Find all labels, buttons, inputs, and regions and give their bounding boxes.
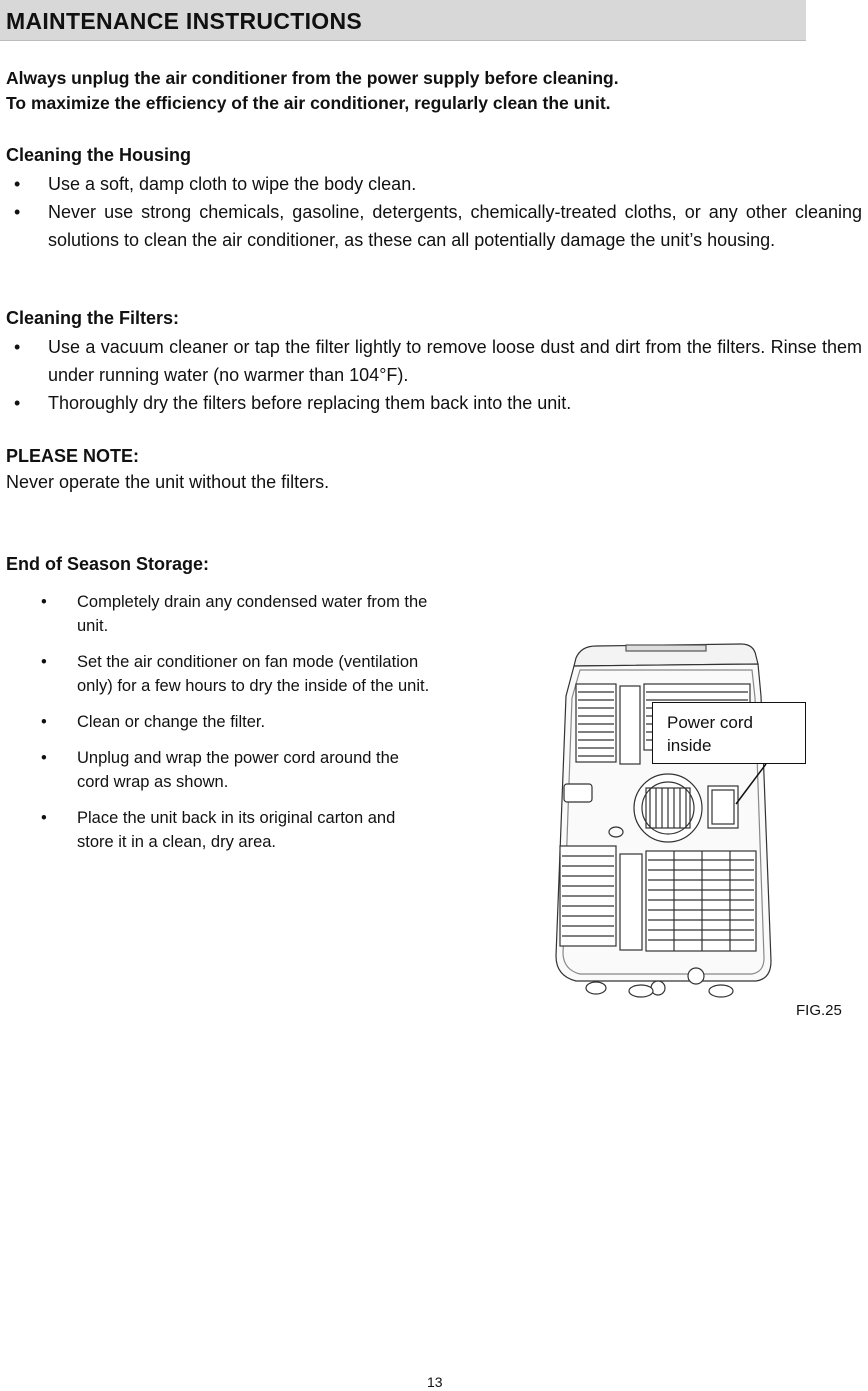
bullet-icon: •	[41, 809, 47, 827]
bullet-icon: •	[14, 337, 21, 357]
filters-list	[0, 333, 862, 417]
intro-line-1: Always unplug the air conditioner from the power supply before cleaning.	[6, 68, 619, 88]
bullet-icon: •	[41, 593, 47, 611]
list-item	[0, 333, 862, 389]
list-item	[0, 806, 430, 854]
note-title: PLEASE NOTE:	[6, 446, 140, 466]
list-item-text: Set the air conditioner on fan mode (ventilation only) for a few hours to dry the inside of the unit.	[77, 653, 430, 695]
air-conditioner-rear-illustration	[536, 636, 836, 1006]
list-item-text: Use a vacuum cleaner or tap the filter lightly to remove loose dust and dirt from the filters. Rinse them under running water (no warmer than 104°F).	[48, 337, 862, 385]
storage-section-title: End of Season Storage:	[6, 554, 210, 574]
bullet-icon: •	[41, 653, 47, 671]
list-item	[0, 170, 862, 198]
bullet-icon: •	[14, 202, 21, 222]
list-item-text: Completely drain any condensed water from the unit.	[77, 593, 428, 635]
filters-section-title: Cleaning the Filters:	[6, 308, 180, 328]
list-item	[0, 198, 862, 254]
list-item-text: Unplug and wrap the power cord around the cord wrap as shown.	[77, 749, 399, 791]
lower-right-grille	[646, 851, 756, 951]
figure-label: FIG.25	[796, 1002, 842, 1019]
list-item	[0, 389, 862, 417]
list-item-text: Use a soft, damp cloth to wipe the body clean.	[48, 174, 417, 194]
bullet-icon: •	[41, 713, 47, 731]
list-item	[0, 746, 430, 794]
list-item	[0, 650, 430, 698]
intro-line-2: To maximize the efficiency of the air conditioner, regularly clean the unit.	[6, 93, 611, 113]
storage-list	[0, 590, 430, 866]
page-title: MAINTENANCE INSTRUCTIONS	[6, 8, 363, 34]
callout-line-1: Power cord	[667, 713, 753, 732]
page-number: 13	[427, 1374, 443, 1390]
list-item	[0, 590, 430, 638]
upper-left-grille	[576, 684, 616, 762]
note-text: Never operate the unit without the filters.	[6, 472, 330, 492]
bullet-icon: •	[14, 393, 21, 413]
list-item	[0, 710, 430, 734]
intro-warning	[6, 66, 619, 116]
lower-left-grille	[560, 846, 616, 946]
bullet-icon: •	[14, 174, 21, 194]
housing-list	[0, 170, 862, 254]
power-cord-callout	[652, 702, 806, 764]
list-item-text: Place the unit back in its original carton and store it in a clean, dry area.	[77, 809, 396, 851]
header-bar	[0, 0, 806, 41]
list-item-text: Clean or change the filter.	[77, 713, 266, 731]
housing-section-title: Cleaning the Housing	[6, 145, 192, 165]
list-item-text: Thoroughly dry the filters before replacing them back into the unit.	[48, 393, 572, 413]
callout-line-2: inside	[667, 736, 712, 755]
list-item-text: Never use strong chemicals, gasoline, detergents, chemically-treated cloths, or any other cleaning solutions to clean the air conditioner, as these can all potentially damage the unit’s housing.	[48, 202, 862, 250]
bullet-icon: •	[41, 749, 47, 767]
